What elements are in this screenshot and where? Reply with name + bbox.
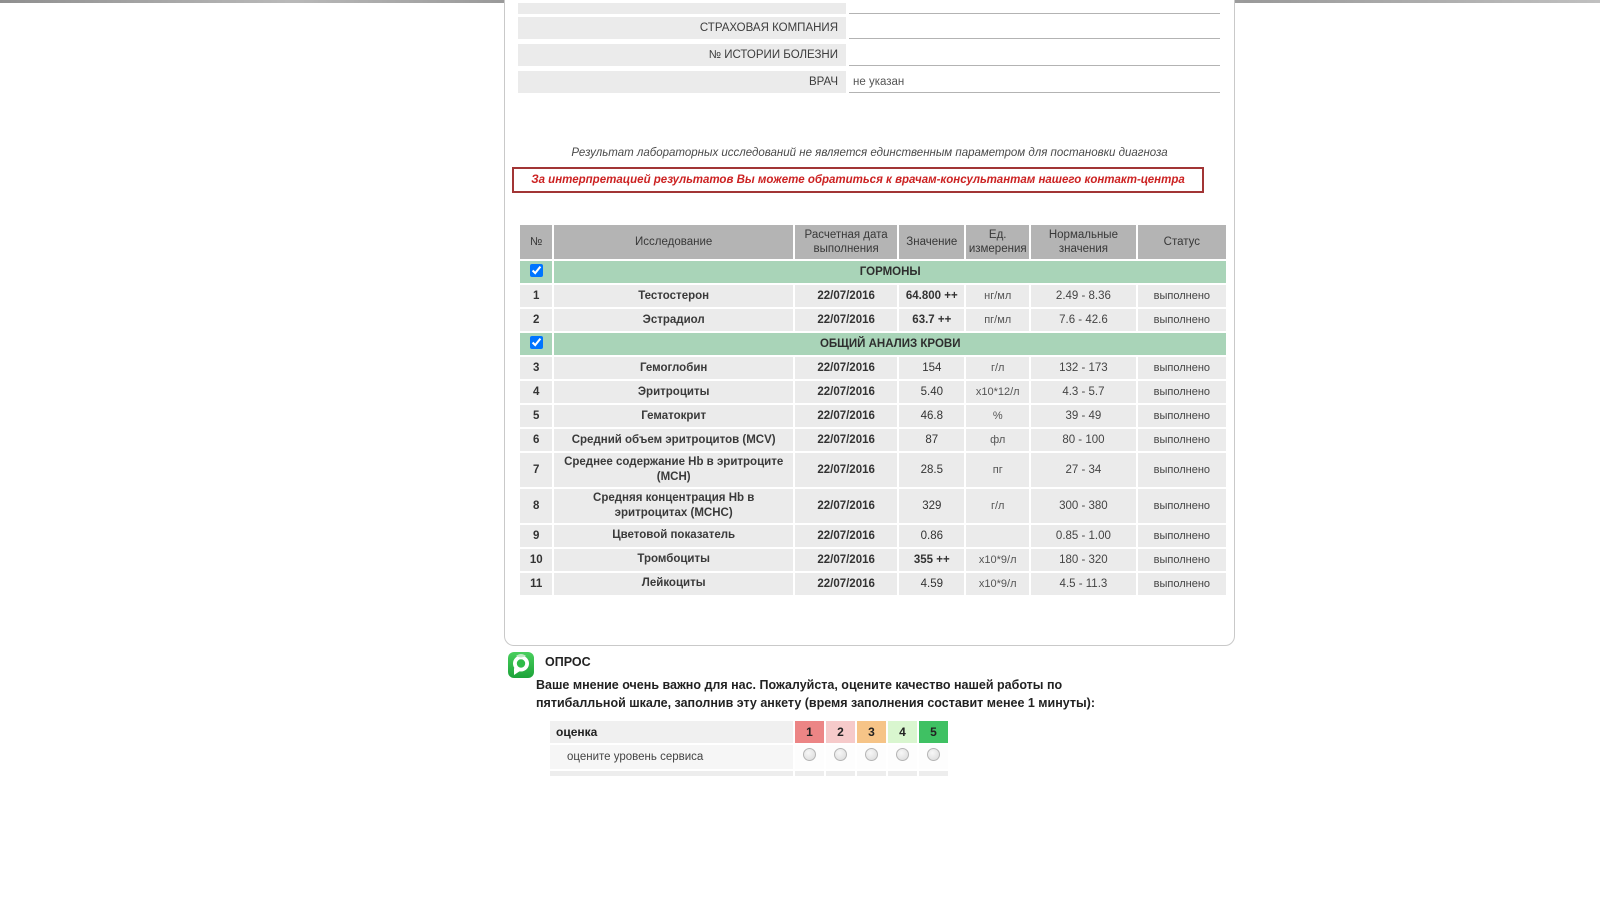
test-range-cell: 4.3 - 5.7 — [1031, 381, 1136, 403]
form-row-cutoff — [518, 3, 1220, 14]
survey-title: ОПРОС — [545, 655, 591, 669]
test-name-cell: Гематокрит — [554, 405, 792, 427]
test-range-cell: 180 - 320 — [1031, 549, 1136, 571]
survey-rating-table — [548, 719, 950, 778]
consult-alert-text: За интерпретацией результатов Вы можете обратиться к врачам-консультантам нашего контакт-центра — [531, 174, 1185, 186]
rating-radio-2[interactable] — [834, 748, 847, 761]
test-status-cell: выполнено — [1138, 489, 1226, 523]
test-value-cell: 63.7 ++ — [899, 309, 964, 331]
test-number-cell: 4 — [520, 381, 552, 403]
rating-radio-3[interactable] — [865, 748, 878, 761]
form-label-insurance-company: СТРАХОВАЯ КОМПАНИЯ — [518, 17, 846, 39]
column-header: Ед. измерения — [966, 225, 1029, 259]
test-status-cell: выполнено — [1138, 429, 1226, 451]
test-number-cell: 1 — [520, 285, 552, 307]
test-name-cell: Среднее содержание Hb в эритроците (MCH) — [554, 453, 792, 487]
result-row — [520, 381, 1226, 403]
test-unit-cell: пг/мл — [966, 309, 1029, 331]
test-value-cell: 28.5 — [899, 453, 964, 487]
survey-rating-body — [550, 721, 948, 776]
test-name-cell: Эритроциты — [554, 381, 792, 403]
stub-cell — [919, 771, 948, 776]
test-date-cell: 22/07/2016 — [795, 429, 897, 451]
rating-score-4[interactable]: 4 — [888, 721, 917, 743]
test-date-cell: 22/07/2016 — [795, 405, 897, 427]
test-value-cell: 87 — [899, 429, 964, 451]
stub-cell — [888, 771, 917, 776]
result-row — [520, 489, 1226, 523]
results-table — [518, 223, 1228, 597]
test-number-cell: 11 — [520, 573, 552, 595]
column-header: Исследование — [554, 225, 792, 259]
test-number-cell: 6 — [520, 429, 552, 451]
lab-disclaimer-note: Результат лабораторных исследований не является единственным параметром для постановки диагноза — [571, 147, 1168, 159]
test-value-cell: 64.800 ++ — [899, 285, 964, 307]
test-range-cell: 39 - 49 — [1031, 405, 1136, 427]
test-value-cell: 46.8 — [899, 405, 964, 427]
rating-next-row-cutoff — [550, 771, 948, 776]
rating-radio-cell — [795, 745, 824, 769]
result-row — [520, 549, 1226, 571]
test-date-cell: 22/07/2016 — [795, 573, 897, 595]
column-header: Расчетная дата выполнения — [795, 225, 897, 259]
rating-radio-cell — [826, 745, 855, 769]
test-number-cell: 3 — [520, 357, 552, 379]
column-header: Нормальные значения — [1031, 225, 1136, 259]
patient-form — [518, 3, 1220, 98]
test-name-cell: Гемоглобин — [554, 357, 792, 379]
test-number-cell: 7 — [520, 453, 552, 487]
rating-question-label: оцените уровень сервиса — [550, 745, 793, 769]
stub-cell — [795, 771, 824, 776]
doctor-field[interactable]: не указан — [849, 71, 1220, 93]
result-row — [520, 453, 1226, 487]
test-unit-cell: пг — [966, 453, 1029, 487]
test-range-cell: 80 - 100 — [1031, 429, 1136, 451]
rating-radio-cell — [857, 745, 886, 769]
form-label — [518, 3, 846, 14]
rating-score-3[interactable]: 3 — [857, 721, 886, 743]
test-name-cell: Тестостерон — [554, 285, 792, 307]
test-number-cell: 8 — [520, 489, 552, 523]
group-row — [520, 261, 1226, 283]
test-date-cell: 22/07/2016 — [795, 309, 897, 331]
test-name-cell: Средний объем эритроцитов (MCV) — [554, 429, 792, 451]
insurance-company-field[interactable] — [849, 17, 1220, 39]
test-status-cell: выполнено — [1138, 357, 1226, 379]
rating-radio-cell — [888, 745, 917, 769]
test-unit-cell: фл — [966, 429, 1029, 451]
test-range-cell: 4.5 - 11.3 — [1031, 573, 1136, 595]
test-unit-cell: % — [966, 405, 1029, 427]
result-row — [520, 357, 1226, 379]
group-title: ГОРМОНЫ — [554, 261, 1226, 283]
form-row-insurance-company — [518, 17, 1220, 39]
test-unit-cell: г/л — [966, 357, 1029, 379]
test-status-cell: выполнено — [1138, 573, 1226, 595]
test-unit-cell: х10*9/л — [966, 549, 1029, 571]
test-unit-cell: г/л — [966, 489, 1029, 523]
test-status-cell: выполнено — [1138, 309, 1226, 331]
lab-results-panel — [504, 0, 1235, 646]
test-number-cell: 5 — [520, 405, 552, 427]
column-header: Статус — [1138, 225, 1226, 259]
rating-radio-4[interactable] — [896, 748, 909, 761]
test-range-cell: 27 - 34 — [1031, 453, 1136, 487]
test-value-cell: 355 ++ — [899, 549, 964, 571]
results-table-header — [520, 225, 1226, 259]
test-status-cell: выполнено — [1138, 453, 1226, 487]
test-value-cell: 329 — [899, 489, 964, 523]
rating-radio-1[interactable] — [803, 748, 816, 761]
form-label-doctor: ВРАЧ — [518, 71, 846, 93]
test-value-cell: 4.59 — [899, 573, 964, 595]
result-row — [520, 429, 1226, 451]
rating-header-row — [550, 721, 948, 743]
survey-chat-icon — [507, 651, 535, 679]
form-row-doctor — [518, 71, 1220, 93]
test-name-cell: Эстрадиол — [554, 309, 792, 331]
test-unit-cell: нг/мл — [966, 285, 1029, 307]
rating-score-5[interactable]: 5 — [919, 721, 948, 743]
rating-question-row — [550, 745, 948, 769]
test-value-cell: 5.40 — [899, 381, 964, 403]
test-number-cell: 2 — [520, 309, 552, 331]
rating-radio-cell — [919, 745, 948, 769]
results-table-body — [520, 261, 1226, 595]
test-date-cell: 22/07/2016 — [795, 525, 897, 547]
test-name-cell: Цветовой показатель — [554, 525, 792, 547]
test-date-cell: 22/07/2016 — [795, 453, 897, 487]
column-header: № — [520, 225, 552, 259]
test-date-cell: 22/07/2016 — [795, 285, 897, 307]
test-range-cell: 2.49 - 8.36 — [1031, 285, 1136, 307]
test-date-cell: 22/07/2016 — [795, 381, 897, 403]
test-name-cell: Средняя концентрация Hb в эритроцитах (MCHC) — [554, 489, 792, 523]
consult-alert-box — [512, 167, 1204, 193]
test-unit-cell: х10*9/л — [966, 573, 1029, 595]
rating-header-label: оценка — [550, 721, 793, 743]
test-range-cell: 132 - 173 — [1031, 357, 1136, 379]
group-row — [520, 333, 1226, 355]
survey-intro-text: Ваше мнение очень важно для нас. Пожалуйста, оцените качество нашей работы по пятибалльной шкале, заполнив эту анкету (время заполнения составит менее 1 минуты): — [536, 678, 1096, 711]
test-date-cell: 22/07/2016 — [795, 549, 897, 571]
test-unit-cell — [966, 525, 1029, 547]
result-row — [520, 405, 1226, 427]
test-status-cell: выполнено — [1138, 381, 1226, 403]
rating-score-1[interactable]: 1 — [795, 721, 824, 743]
rating-score-2[interactable]: 2 — [826, 721, 855, 743]
test-date-cell: 22/07/2016 — [795, 489, 897, 523]
test-date-cell: 22/07/2016 — [795, 357, 897, 379]
test-value-cell: 0.86 — [899, 525, 964, 547]
test-range-cell: 300 - 380 — [1031, 489, 1136, 523]
group-title: ОБЩИЙ АНАЛИЗ КРОВИ — [554, 333, 1226, 355]
form-field[interactable] — [849, 3, 1220, 14]
case-history-number-field[interactable] — [849, 44, 1220, 66]
group-checkbox[interactable] — [530, 336, 543, 349]
test-name-cell: Лейкоциты — [554, 573, 792, 595]
test-status-cell: выполнено — [1138, 525, 1226, 547]
rating-radio-5[interactable] — [927, 748, 940, 761]
test-name-cell: Тромбоциты — [554, 549, 792, 571]
group-checkbox-cell — [520, 261, 552, 283]
test-number-cell: 9 — [520, 525, 552, 547]
form-row-case-history-number — [518, 44, 1220, 66]
result-row — [520, 573, 1226, 595]
test-value-cell: 154 — [899, 357, 964, 379]
result-row — [520, 309, 1226, 331]
column-header: Значение — [899, 225, 964, 259]
group-checkbox[interactable] — [530, 264, 543, 277]
test-number-cell: 10 — [520, 549, 552, 571]
test-unit-cell: х10*12/л — [966, 381, 1029, 403]
group-checkbox-cell — [520, 333, 552, 355]
stub-cell — [857, 771, 886, 776]
stub-cell — [550, 771, 793, 776]
result-row — [520, 285, 1226, 307]
test-range-cell: 0.85 - 1.00 — [1031, 525, 1136, 547]
test-range-cell: 7.6 - 42.6 — [1031, 309, 1136, 331]
stub-cell — [826, 771, 855, 776]
result-row — [520, 525, 1226, 547]
form-label-case-history-number: № ИСТОРИИ БОЛЕЗНИ — [518, 44, 846, 66]
test-status-cell: выполнено — [1138, 405, 1226, 427]
test-status-cell: выполнено — [1138, 285, 1226, 307]
test-status-cell: выполнено — [1138, 549, 1226, 571]
